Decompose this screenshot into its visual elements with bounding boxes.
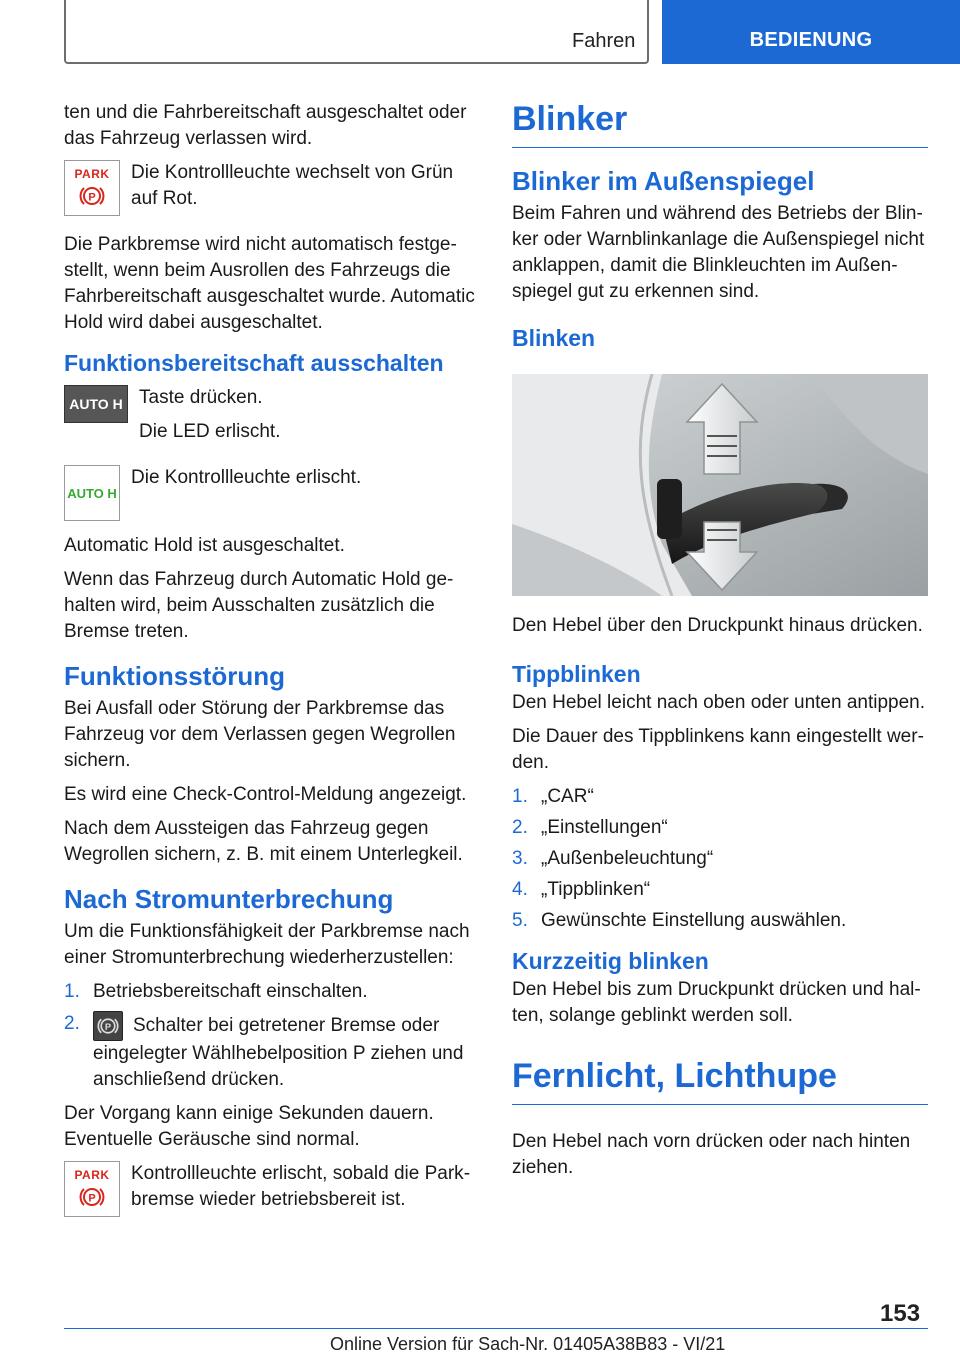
step-text: Betriebsbereitschaft einschalten. (93, 981, 368, 1002)
right-column (512, 100, 928, 1189)
list-item (512, 784, 928, 810)
park-circle-icon (79, 183, 105, 209)
heading-tippblinken: Tippblinken (512, 661, 641, 687)
paragraph: Um die Funktionsfähigkeit der Parkbremse nach einer Stromunterbrechung wiederherzustellen: (64, 921, 470, 968)
heading-kurzzeitig-blinken: Kurzzeitig blinken (512, 948, 709, 974)
step-text: „Tippblinken“ (541, 879, 651, 900)
step-text: „Außenbeleuchtung“ (541, 848, 714, 869)
heading-funktionsstoerung: Funktionsstörung (64, 661, 285, 691)
heading-blinker-im-aussenspiegel: Blinker im Außenspiegel (512, 166, 815, 196)
header-tab-bedienung[interactable]: BEDIENUNG (662, 0, 960, 64)
heading-nach-stromunterbrechung: Nach Stromunterbrechung (64, 884, 394, 914)
auto-h-button-icon: AUTO H (64, 385, 128, 423)
left-column (64, 100, 484, 1233)
step-number: 1. (512, 786, 528, 807)
svg-text:P: P (104, 1021, 112, 1032)
step-number: 5. (512, 910, 528, 931)
park-icon-label: PARK (74, 1168, 110, 1182)
park-brake-icon (64, 1161, 120, 1217)
paragraph: Es wird eine Check-Control-Meldung angezeigt. (64, 784, 467, 805)
turn-signal-lever-illustration (512, 374, 928, 596)
step-text: Gewünschte Einstellung auswählen. (541, 910, 847, 931)
instruction: Die LED erlischt. (139, 421, 281, 442)
paragraph: Beim Fahren und während des Betriebs der Blinker oder Warnblinkanlage die Außenspiegel nicht anklappen, damit die Blinkleuchten im Außenspiegel gut zu erkennen sind. (512, 203, 925, 302)
paragraph: Bei Ausfall oder Störung der Parkbremse das Fahrzeug vor dem Verlassen gegen Wegrollen sichern. (64, 698, 456, 771)
step-text: „CAR“ (541, 786, 594, 807)
step-number: 4. (512, 879, 528, 900)
parking-brake-switch-icon (93, 1011, 123, 1041)
paragraph: Den Hebel leicht nach oben oder unten antippen. (512, 692, 926, 713)
illustration-caption: Den Hebel über den Druckpunkt hinaus drücken. (512, 615, 923, 636)
paragraph: Nach dem Aussteigen das Fahrzeug gegen Wegrollen sichern, z. B. mit einem Unterlegkeil. (64, 818, 463, 865)
step-number: 1. (64, 981, 80, 1002)
header-section-title: Fahren (572, 30, 636, 52)
step-text: „Einstellungen“ (541, 817, 668, 838)
instruction: Taste drücken. (139, 387, 263, 408)
auto-h-indicator-icon: AUTO H (64, 465, 120, 521)
paragraph: Wenn das Fahrzeug durch Automatic Hold gehalten wird, beim Ausschalten zusätzlich die Bremse treten. (64, 569, 454, 642)
indicator-description: Kontrollleuchte erlischt, sobald die Parkbremse wieder betriebsbereit ist. (131, 1163, 471, 1210)
indicator-description: Die Kontrollleuchte wechselt von Grün auf Rot. (131, 162, 454, 209)
step-number: 2. (512, 817, 528, 838)
paragraph: Den Hebel nach vorn drücken oder nach hinten ziehen. (512, 1131, 911, 1178)
park-icon-label: PARK (74, 167, 110, 181)
step-number: 3. (512, 848, 528, 869)
paragraph: Den Hebel bis zum Druckpunkt drücken und halten, solange geblinkt werden soll. (512, 979, 921, 1026)
svg-text:P: P (88, 191, 96, 204)
footer-divider (64, 1328, 928, 1329)
heading-funktionsbereitschaft-ausschalten: Funktionsbereitschaft ausschalten (64, 350, 444, 376)
auto-h-indicator-row (64, 465, 484, 521)
list-item (64, 1011, 484, 1093)
park-brake-icon (64, 160, 120, 216)
step-text: Schalter bei getretener Bremse oder eingelegter Wählhebelposition P ziehen und anschließend drücken. (93, 1015, 464, 1090)
list-item (512, 877, 928, 903)
restore-steps-list (64, 979, 484, 1093)
header-frame (64, 0, 649, 64)
park-indicator-row (64, 1161, 484, 1221)
list-item (64, 979, 484, 1005)
heading-blinken: Blinken (512, 325, 596, 351)
paragraph: Die Parkbremse wird nicht automatisch festgestellt, wenn beim Ausrollen des Fahrzeugs die Fahrbereitschaft ausgeschaltet wurde. Automatic Hold wird dabei ausgeschaltet. (64, 234, 475, 333)
menu-path-list (512, 784, 928, 934)
page-number: 153 (880, 1300, 921, 1327)
park-indicator-row (64, 160, 484, 220)
footer-online-version: Online Version für Sach-Nr. 01405A38B83 - VI/21 (330, 1334, 726, 1354)
paragraph: Der Vorgang kann einige Sekunden dauern. Eventuelle Geräusche sind normal. (64, 1103, 434, 1150)
paragraph: Automatic Hold ist ausgeschaltet. (64, 535, 345, 556)
list-item (512, 908, 928, 934)
paragraph: ten und die Fahrbereitschaft ausgeschaltet oder das Fahrzeug verlassen wird. (64, 102, 467, 149)
heading-fernlicht-lichthupe: Fernlicht, Lichthupe (512, 1057, 928, 1105)
paragraph: Die Dauer des Tippblinkens kann eingestellt werden. (512, 726, 924, 773)
list-item (512, 815, 928, 841)
list-item (512, 846, 928, 872)
park-circle-icon (79, 1184, 105, 1210)
indicator-description: Die Kontrollleuchte erlischt. (131, 467, 362, 488)
svg-text:P: P (88, 1192, 96, 1205)
heading-blinker: Blinker (512, 100, 928, 148)
step-number: 2. (64, 1013, 80, 1034)
auto-h-button-row (64, 385, 484, 453)
